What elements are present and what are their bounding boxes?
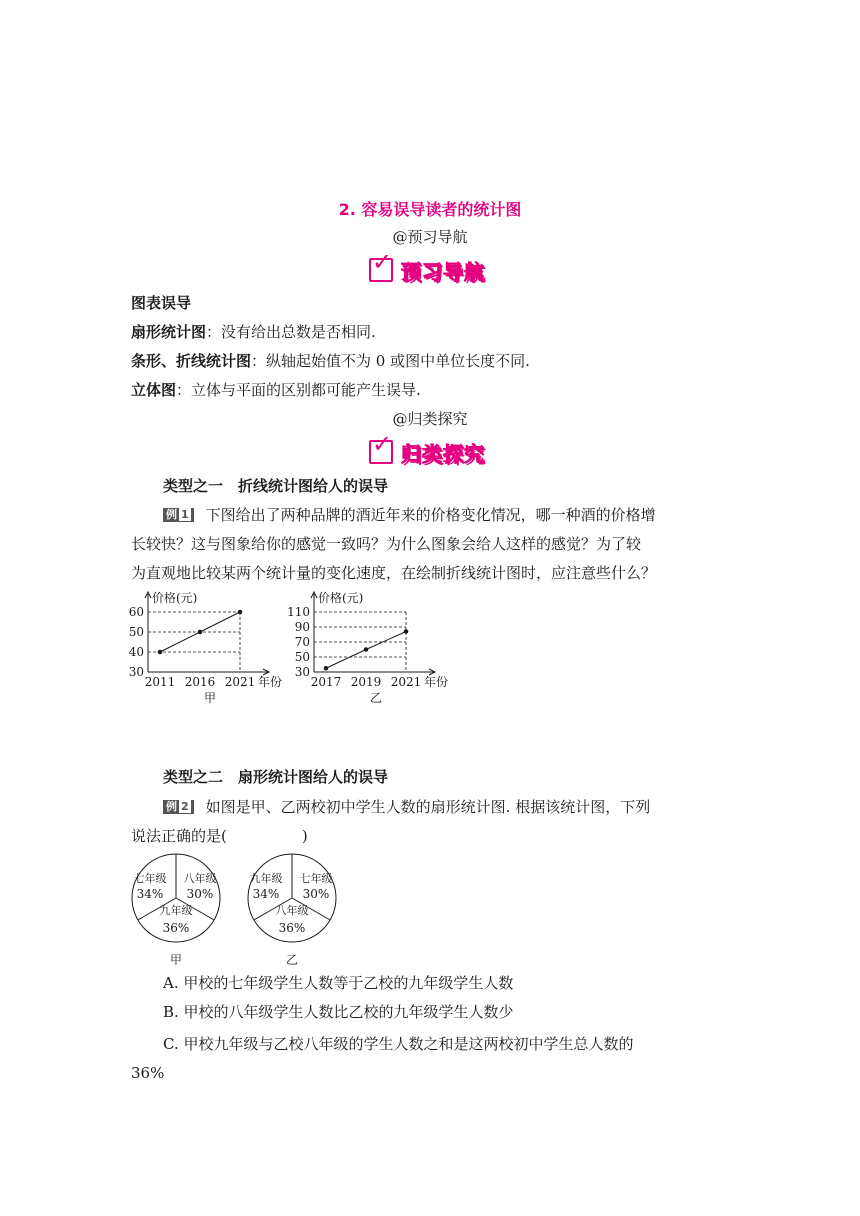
pie-slice-value: 34% [252,887,280,901]
summary-solid-label: 立体图 [131,381,177,399]
data-point [158,650,162,654]
example1-line3: 为直观地比较某两个统计量的变化速度，在绘制折线统计图时，应注意些什么？ [131,564,657,582]
y-tick-label: 30 [294,665,310,679]
page-title: 2. 容易误导读者的统计图 [338,200,522,219]
checkmark-icon: ✓ [372,248,393,276]
chart-caption: 甲 [169,953,183,967]
pie-chart-yi [244,850,344,970]
pie-chart-jia [128,850,228,970]
y-axis-label: 价格(元) [152,591,198,605]
section-anchor-preview: @预习导航 [392,228,468,246]
chart-caption: 甲 [203,691,217,705]
example2-line1: 例 2 如图是甲、乙两校初中学生人数的扇形统计图. 根据该统计图，下列 [163,796,650,818]
example1-line2: 长较快？这与图象给你的感觉一致吗？为什么图象会给人这样的感觉？为了较 [131,535,642,553]
example-badge: 例 2 [163,800,194,814]
summary-bar [131,350,530,372]
option-a: A. 甲校的七年级学生人数等于乙校的九年级学生人数 [163,974,514,992]
option-b: B. 甲校的八年级学生人数比乙校的九年级学生人数少 [163,1003,514,1021]
summary-solid [131,379,421,401]
summary-bar-text: ：纵轴起始值不为 0 或图中单位长度不同. [251,352,530,370]
example1-line1: 例 1 下图给出了两种品牌的酒近年来的价格变化情况，哪一种酒的价格增 [163,504,656,526]
pie-slice-label: 八年级 [183,872,217,885]
option-c-line2: 36% [131,1064,165,1082]
pie-slice-label: 八年级 [275,904,309,917]
section-anchor-explore: @归类探究 [392,410,468,428]
y-tick-label: 50 [128,625,144,639]
data-point [364,648,368,652]
y-tick-label: 70 [294,635,310,649]
explore-badge [369,430,499,466]
x-axis-label: 年份 [258,675,283,689]
pie-slice-value: 36% [162,921,190,935]
pie-slice-value: 30% [186,887,214,901]
x-tick-label: 2016 [184,675,216,689]
y-tick-label: 60 [128,605,144,619]
checkmark-icon: ✓ [372,430,393,458]
chart-caption: 乙 [285,953,299,967]
example-badge: 例 1 [163,508,194,522]
y-axis-label: 价格(元) [318,591,364,605]
pie-slice-label: 九年级 [159,904,193,917]
y-tick-label: 90 [294,620,310,634]
data-point [238,610,242,614]
x-tick-label: 2021 [390,675,422,689]
x-axis-label: 年份 [424,675,449,689]
type1-heading: 类型之一 折线统计图给人的误导 [163,477,389,495]
example2-line2: 说法正确的是( ) [131,827,308,845]
pie-slice-value: 36% [278,921,306,935]
explore-badge-label: 归类探究 [401,442,485,466]
line-chart-jia [124,590,284,712]
summary-pie-label: 扇形统计图 [131,323,207,341]
y-tick-label: 30 [128,665,144,679]
summary-solid-text: ：立体与平面的区别都可能产生误导. [176,381,421,399]
pie-slice-value: 34% [136,887,164,901]
x-tick-label: 2017 [310,675,342,689]
y-tick-label: 110 [287,605,310,619]
pie-slice-label: 七年级 [299,872,333,885]
y-tick-label: 50 [294,650,310,664]
pie-slice-label: 七年级 [133,872,167,885]
y-tick-label: 40 [128,645,144,659]
preview-badge [369,248,499,284]
data-point [198,630,202,634]
data-point [324,666,328,670]
pie-slice-label: 九年级 [249,872,283,885]
summary-bar-label: 条形、折线统计图 [131,352,252,370]
summary-heading: 图表误导 [131,294,192,312]
chart-caption: 乙 [369,691,383,705]
option-c-line1: C. 甲校九年级与乙校八年级的学生人数之和是这两校初中学生总人数的 [163,1035,634,1053]
x-tick-label: 2011 [144,675,176,689]
line-chart-yi [287,590,450,712]
preview-badge-label: 预习导航 [401,260,485,284]
pie-slice-value: 30% [302,887,330,901]
summary-pie [131,321,376,343]
type2-heading: 类型之二 扇形统计图给人的误导 [163,768,389,786]
x-tick-label: 2019 [350,675,382,689]
summary-pie-text: ：没有给出总数是否相同. [206,323,376,341]
x-tick-label: 2021 [224,675,256,689]
data-point [404,630,408,634]
